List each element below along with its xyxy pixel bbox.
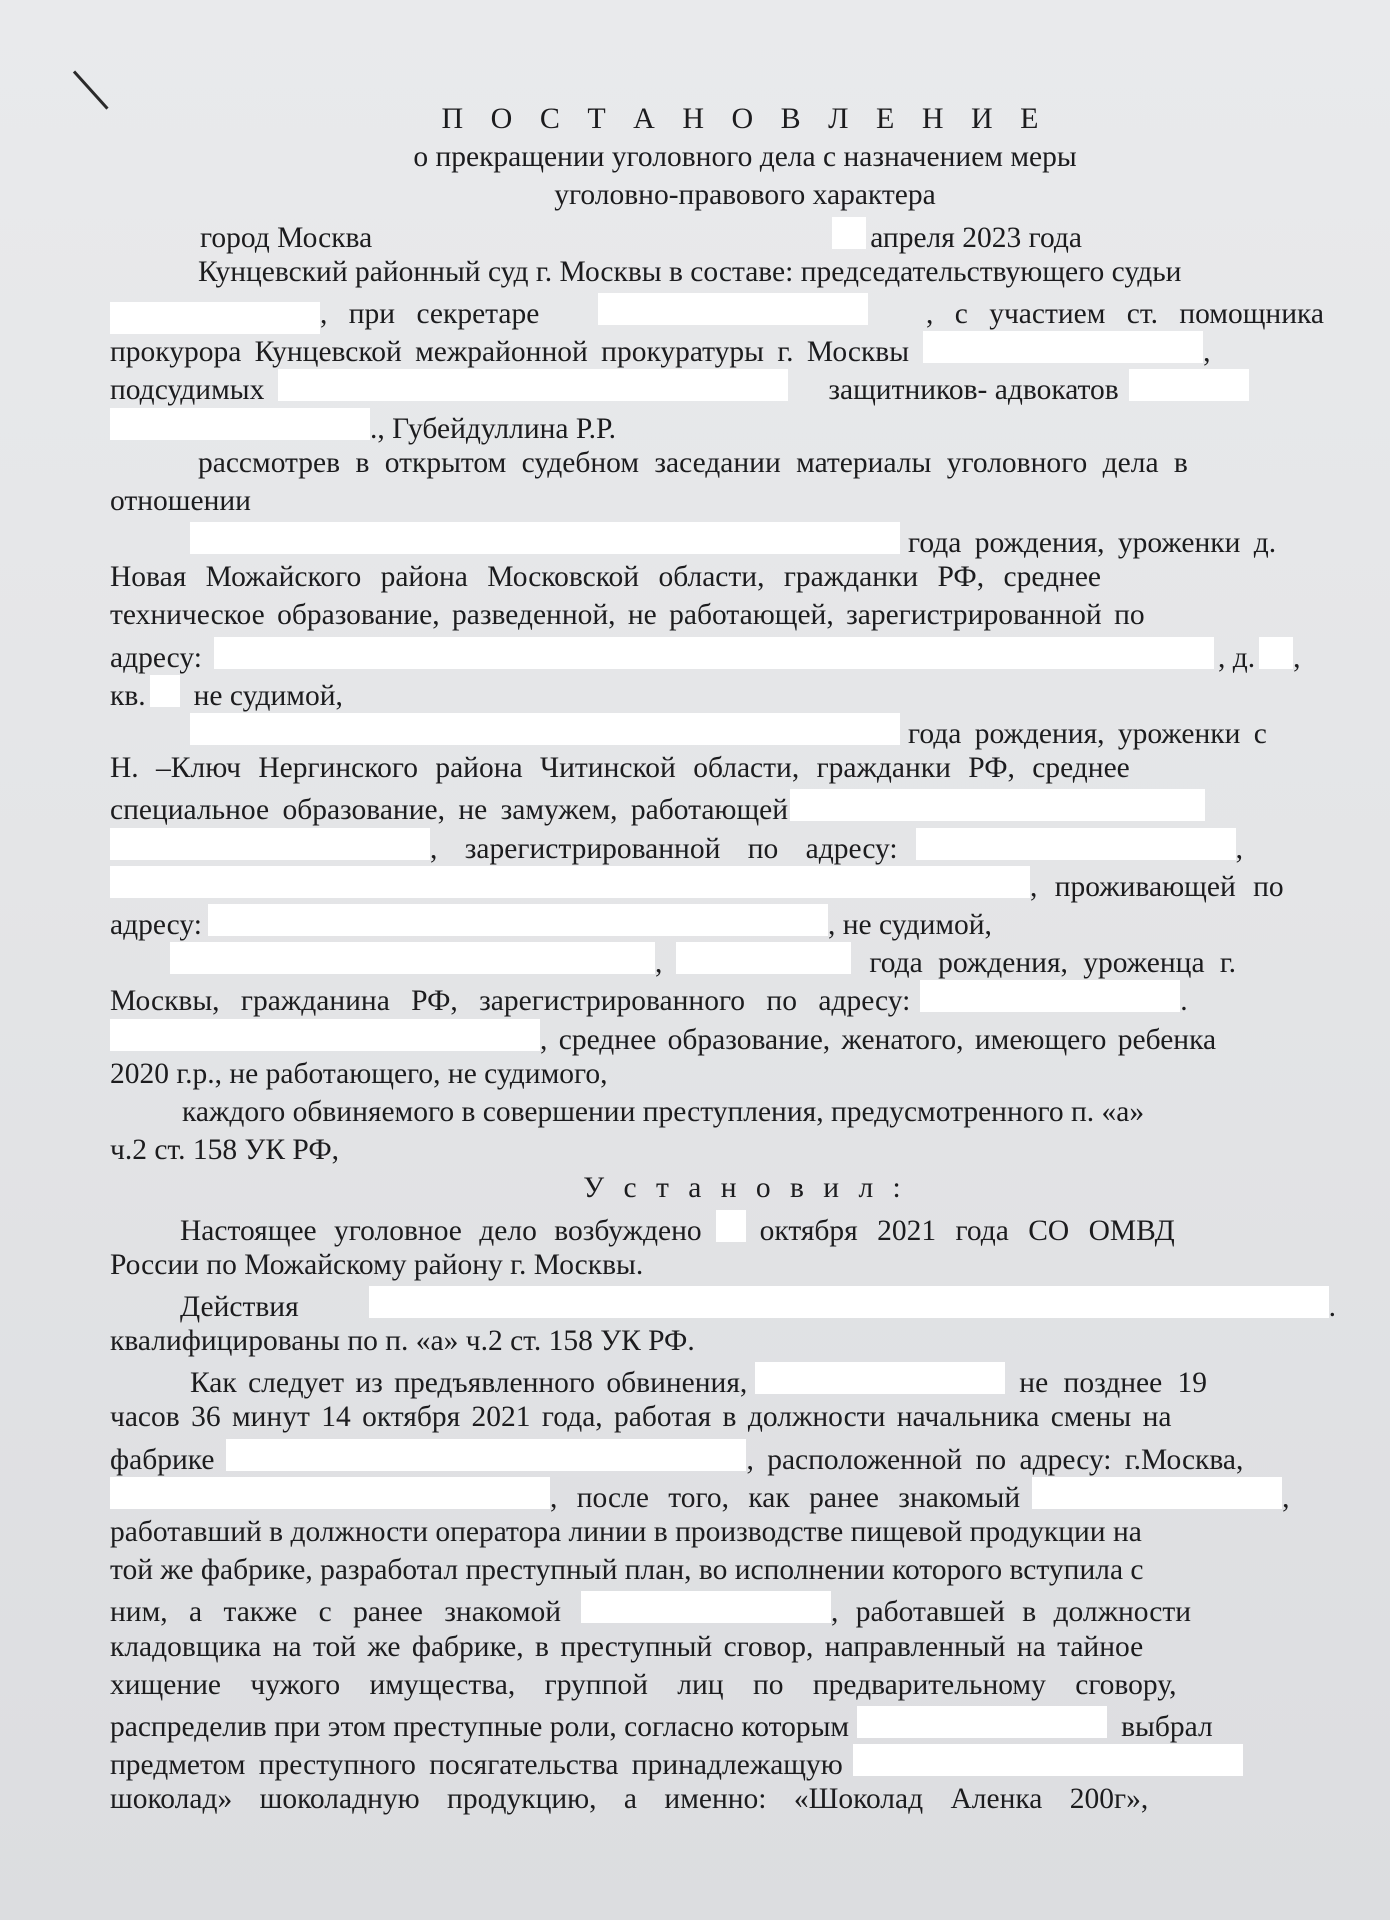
- doc-subtitle-2: уголовно-правового характера: [554, 179, 936, 212]
- doc-line: [110, 1551, 1350, 1589]
- doc-line: [110, 1017, 1350, 1055]
- text: России по Можайскому району г. Москвы.: [110, 1248, 644, 1281]
- text: года рождения, уроженца г.: [869, 947, 1237, 980]
- doc-line: [110, 1208, 1350, 1246]
- text: ,: [1203, 336, 1211, 369]
- redaction: [226, 1439, 746, 1471]
- doc-line: [110, 1055, 1350, 1093]
- text: ,: [1293, 641, 1301, 674]
- text: предметом преступного посягательства принадлежащую: [110, 1749, 843, 1782]
- doc-line: [110, 1666, 1350, 1704]
- text: ,: [1282, 1481, 1290, 1514]
- text: работавший в должности оператора линии в производстве пищевой продукции на: [110, 1516, 1142, 1548]
- doc-line: [110, 1322, 1350, 1360]
- doc-line: [110, 1398, 1350, 1436]
- text: , д.: [1217, 641, 1256, 674]
- redaction: [369, 1286, 1329, 1318]
- text: часов 36 минут 14 октября 2021 года, работая в должности начальника смены на: [110, 1401, 1172, 1434]
- text: прокурора Кунцевской межрайонной прокуратуры г. Москвы: [110, 336, 910, 369]
- doc-title: П О С Т А Н О В Л Е Н И Е: [441, 102, 1049, 135]
- doc-line: [110, 864, 1350, 902]
- doc-line: [110, 1093, 1350, 1131]
- text: выбрал: [1121, 1710, 1213, 1743]
- text: Москвы, гражданина РФ, зарегистрированного по адресу:: [110, 985, 911, 1018]
- redaction: [716, 1210, 746, 1242]
- doc-line: [110, 673, 1350, 711]
- text: года рождения, уроженки д.: [908, 527, 1277, 560]
- doc-line: [110, 902, 1350, 940]
- text: распределив при этом преступные роли, согласно которым: [110, 1710, 850, 1743]
- redaction: [1032, 1477, 1282, 1509]
- doc-line: [110, 406, 1350, 444]
- text: каждого обвиняемого в совершении преступления, предусмотренного п. «а»: [182, 1095, 1145, 1128]
- document-body: [110, 100, 1350, 1819]
- doc-line: [110, 711, 1350, 749]
- text: , проживающей по: [1030, 870, 1284, 903]
- doc-line: [110, 1360, 1350, 1398]
- redaction: [832, 217, 866, 249]
- redaction: [755, 1362, 1005, 1394]
- doc-line: [110, 1780, 1350, 1818]
- text: Кунцевский районный суд г. Москвы в составе: председательствующего судьи: [198, 255, 1182, 288]
- redaction: [170, 942, 655, 974]
- redaction: [676, 942, 851, 974]
- redaction: [923, 331, 1203, 363]
- doc-line: [110, 596, 1350, 634]
- redaction: [278, 369, 788, 401]
- text: шоколад» шоколадную продукцию, а именно: «Шоколад Аленка 200г»,: [110, 1783, 1149, 1816]
- redaction: [598, 293, 868, 325]
- doc-line: [110, 1513, 1350, 1551]
- text: , после того, как ранее знакомый: [550, 1481, 1021, 1514]
- redaction: [920, 980, 1180, 1012]
- doc-line: [110, 749, 1350, 787]
- redaction: [1259, 637, 1293, 669]
- text: года рождения, уроженки с: [908, 718, 1267, 751]
- redaction: [190, 522, 900, 554]
- doc-line: [110, 787, 1350, 825]
- redaction: [110, 866, 1030, 898]
- doc-line: [110, 444, 1328, 482]
- redaction: [110, 1477, 550, 1509]
- doc-line: [110, 520, 1350, 558]
- doc-line: [110, 215, 1350, 253]
- city: город Москва: [200, 221, 373, 254]
- redaction: [110, 302, 320, 334]
- text: отношении: [110, 484, 251, 517]
- redaction: [110, 828, 430, 860]
- text: защитников- адвокатов: [828, 374, 1119, 407]
- text: , при секретаре: [320, 297, 540, 330]
- text: квалифицированы по п. «а» ч.2 ст. 158 УК РФ.: [110, 1325, 695, 1358]
- text: той же фабрике, разработал преступный план, во исполнении которого вступила с: [110, 1554, 1144, 1587]
- text: .: [1328, 1290, 1337, 1323]
- text: .: [1180, 985, 1188, 1018]
- doc-line: [110, 1475, 1350, 1513]
- text: техническое образование, разведенной, не работающей, зарегистрированной по: [110, 599, 1145, 632]
- redaction: [214, 637, 1214, 669]
- text: подсудимых: [110, 374, 265, 407]
- doc-line: [110, 1589, 1350, 1627]
- text: Настоящее уголовное дело возбуждено: [180, 1214, 702, 1247]
- redaction: [208, 904, 828, 936]
- text: , не судимой,: [827, 908, 992, 941]
- doc-line: [110, 1628, 1350, 1666]
- doc-line: [110, 253, 1350, 291]
- text: специальное образование, не замужем, работающей: [110, 794, 789, 827]
- pen-mark: [73, 70, 109, 109]
- doc-line: [110, 558, 1350, 596]
- text: не позднее 19: [1019, 1367, 1208, 1400]
- date: апреля 2023 года: [870, 221, 1082, 254]
- doc-line: [110, 1246, 1350, 1284]
- doc-line: [110, 367, 1350, 405]
- redaction: [110, 1019, 540, 1051]
- doc-subtitle-1: о прекращении уголовного дела с назначением меры: [413, 141, 1077, 174]
- redaction: [853, 1744, 1243, 1776]
- redaction: [857, 1706, 1107, 1738]
- doc-line: [110, 1742, 1350, 1780]
- text: кладовщика на той же фабрике, в преступный сговор, направленный на тайное: [110, 1630, 1144, 1663]
- text: , среднее образование, женатого, имеющего ребенка: [540, 1023, 1217, 1056]
- doc-line: [110, 1704, 1350, 1742]
- redaction: [916, 828, 1236, 860]
- text: не судимой,: [193, 679, 343, 712]
- text: 2020 г.р., не работающего, не судимого,: [110, 1057, 608, 1090]
- doc-line: [110, 978, 1350, 1016]
- doc-line: [110, 1131, 1350, 1169]
- text: Действия: [180, 1290, 299, 1323]
- doc-line: [110, 635, 1350, 673]
- doc-line: [110, 1437, 1350, 1475]
- redaction: [110, 408, 370, 440]
- text: фабрике: [110, 1443, 215, 1476]
- text: рассмотрев в открытом судебном заседании материалы уголовного дела в: [198, 446, 1188, 479]
- doc-line: [110, 940, 1350, 978]
- redaction: [190, 713, 900, 745]
- text: Как следует из предъявленного обвинения,: [190, 1367, 748, 1400]
- doc-line: [110, 1284, 1350, 1322]
- redaction: [790, 789, 1205, 821]
- redaction: [1129, 369, 1249, 401]
- text: ним, а также с ранее знакомой: [110, 1596, 562, 1629]
- text: Новая Можайского района Московской области, гражданки РФ, среднее: [110, 561, 1102, 594]
- doc-line: [110, 482, 1350, 520]
- text: ,: [1235, 832, 1243, 865]
- doc-line: [110, 826, 1350, 864]
- text: ч.2 ст. 158 УК РФ,: [110, 1134, 339, 1167]
- redaction: [581, 1591, 831, 1623]
- text: , работавшей в должности: [831, 1596, 1192, 1629]
- text: , зарегистрированной по адресу:: [430, 832, 898, 865]
- doc-line: [110, 329, 1324, 367]
- text: адресу:: [110, 641, 202, 674]
- text: , с участием ст. помощника: [926, 297, 1324, 330]
- text: октября 2021 года СО ОМВД: [759, 1214, 1175, 1247]
- text: ,: [655, 947, 663, 980]
- text: Н. –Ключ Нергинского района Читинской области, гражданки РФ, среднее: [110, 752, 1130, 785]
- text: хищение чужого имущества, группой лиц по предварительному сговору,: [110, 1668, 1177, 1701]
- redaction: [150, 675, 180, 707]
- text: , расположенной по адресу: г.Москва,: [746, 1443, 1244, 1476]
- doc-line: [110, 291, 1324, 329]
- text: кв.: [110, 679, 146, 712]
- section-heading: У с т а н о в и л :: [583, 1172, 907, 1205]
- text: адресу:: [110, 908, 202, 941]
- text: ., Губейдуллина Р.Р.: [370, 412, 617, 445]
